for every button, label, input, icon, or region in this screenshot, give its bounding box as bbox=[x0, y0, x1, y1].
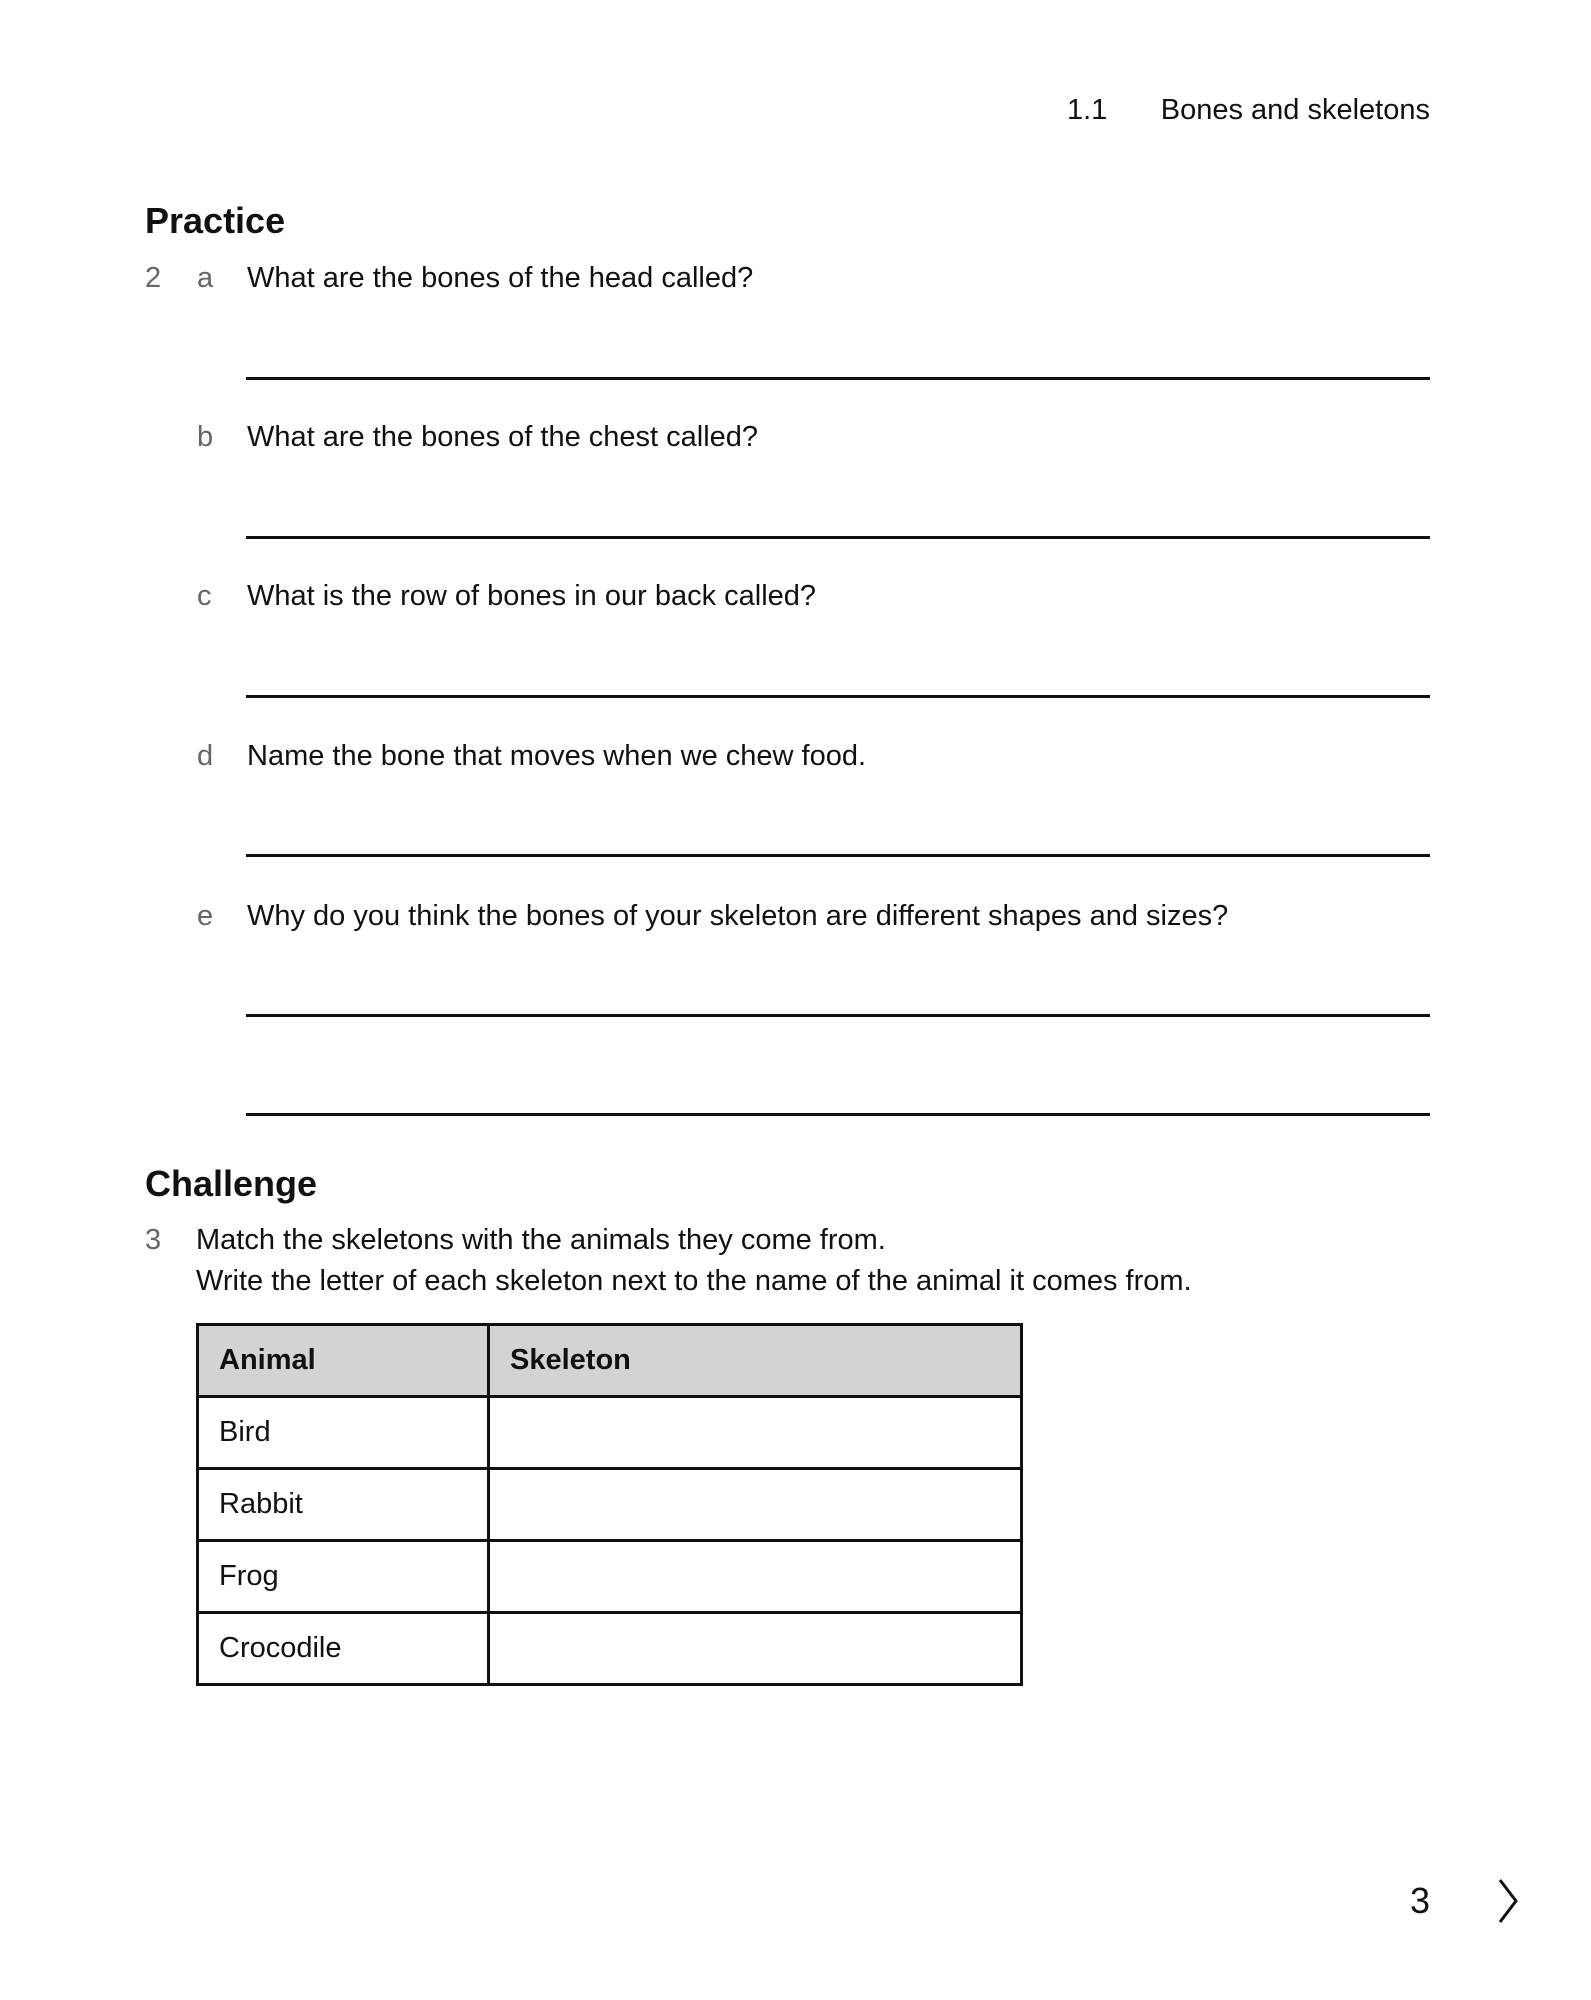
practice-heading: Practice bbox=[145, 200, 286, 241]
skeleton-answer-cell[interactable] bbox=[489, 1613, 1022, 1685]
question-text: What is the row of bones in our back called? bbox=[247, 580, 817, 612]
chevron-right-icon[interactable] bbox=[1494, 1876, 1522, 1931]
animal-cell: Crocodile bbox=[198, 1613, 489, 1685]
answer-line[interactable] bbox=[246, 1113, 1430, 1116]
part-letter: b bbox=[197, 421, 214, 453]
question-text: Name the bone that moves when we chew food. bbox=[247, 740, 867, 772]
table-row bbox=[198, 1397, 1022, 1469]
section-number: 1.1 bbox=[1067, 94, 1108, 126]
skeleton-answer-cell[interactable] bbox=[489, 1397, 1022, 1469]
column-header-skeleton: Skeleton bbox=[489, 1325, 1022, 1397]
question-number: 3 bbox=[145, 1224, 162, 1256]
part-letter: a bbox=[197, 262, 214, 294]
question-text: What are the bones of the head called? bbox=[247, 262, 754, 294]
part-letter: c bbox=[197, 580, 212, 612]
answer-line[interactable] bbox=[246, 1014, 1430, 1017]
skeleton-answer-cell[interactable] bbox=[489, 1469, 1022, 1541]
instruction-line-2: Write the letter of each skeleton next to the name of the animal it comes from. bbox=[196, 1265, 1192, 1297]
answer-line[interactable] bbox=[246, 854, 1430, 857]
column-header-animal: Animal bbox=[198, 1325, 489, 1397]
answer-line[interactable] bbox=[246, 377, 1430, 380]
question-number: 2 bbox=[145, 262, 162, 294]
table-row bbox=[198, 1469, 1022, 1541]
table-row bbox=[198, 1541, 1022, 1613]
page-number: 3 bbox=[1410, 1880, 1431, 1921]
table-header-row bbox=[198, 1325, 1022, 1397]
part-letter: d bbox=[197, 740, 214, 772]
challenge-heading: Challenge bbox=[145, 1163, 318, 1204]
skeleton-answer-cell[interactable] bbox=[489, 1541, 1022, 1613]
animal-cell: Rabbit bbox=[198, 1469, 489, 1541]
table-row bbox=[198, 1613, 1022, 1685]
instruction-line-1: Match the skeletons with the animals they come from. bbox=[196, 1224, 886, 1256]
question-text: What are the bones of the chest called? bbox=[247, 421, 759, 453]
question-text: Why do you think the bones of your skeleton are different shapes and sizes? bbox=[247, 900, 1229, 932]
matching-table bbox=[196, 1323, 1023, 1686]
animal-cell: Bird bbox=[198, 1397, 489, 1469]
answer-line[interactable] bbox=[246, 695, 1430, 698]
answer-line[interactable] bbox=[246, 536, 1430, 539]
part-letter: e bbox=[197, 900, 214, 932]
section-title: Bones and skeletons bbox=[1160, 94, 1430, 126]
animal-cell: Frog bbox=[198, 1541, 489, 1613]
